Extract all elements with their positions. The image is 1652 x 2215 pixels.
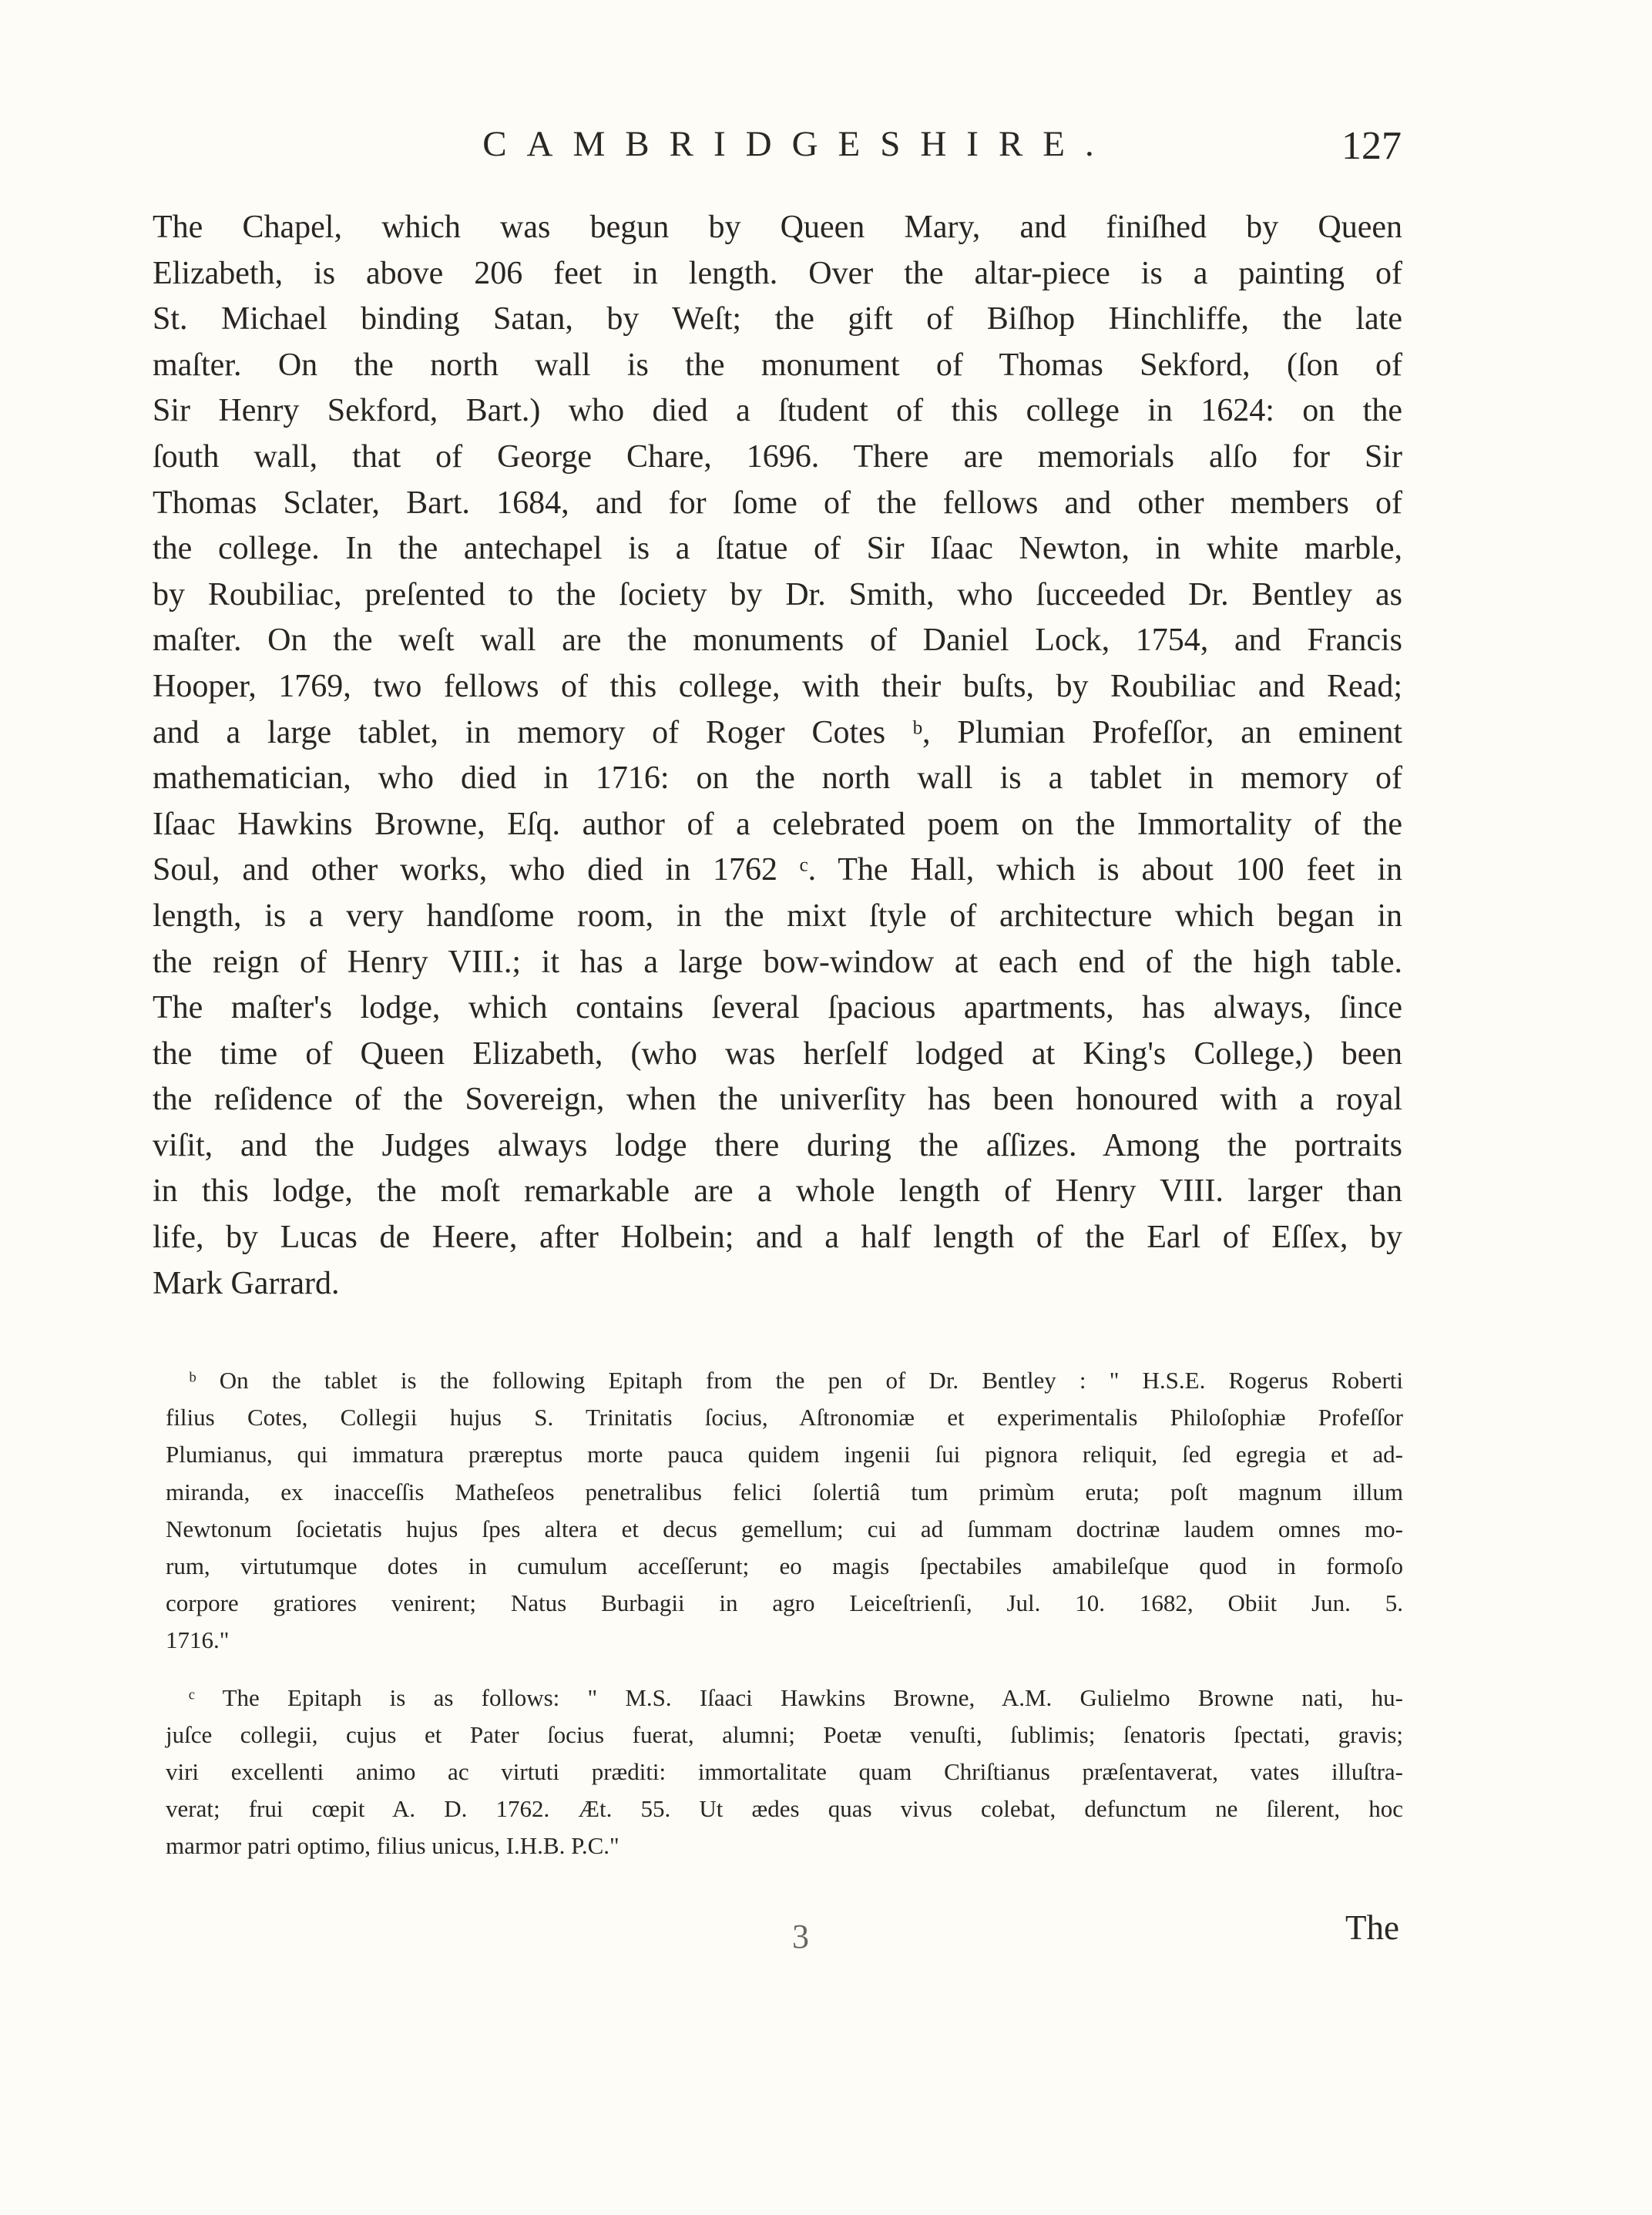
signature-mark: 3 [792, 1918, 809, 1955]
footnote-line: ᶜ The Epitaph is as follows: " M.S. Iſaaci Hawkins Browne, A.M. Gulielmo Browne nati, hu- [189, 1683, 1403, 1711]
body-line: The maſter's lodge, which contains ſeveral ſpacious apartments, has always, ſince [153, 990, 1402, 1026]
footnote-line: viri excellenti animo ac virtuti præditi: immortalitate quam Chriſtianus præſentaverat, vates illuſtra- [166, 1757, 1403, 1785]
body-line: Iſaac Hawkins Browne, Eſq. author of a celebrated poem on the Immortality of the [153, 806, 1402, 842]
footnote-gap [166, 1660, 1403, 1680]
body-line: maſter. On the weſt wall are the monuments of Daniel Lock, 1754, and Francis [153, 623, 1402, 659]
footnote-line: ᵇ On the tablet is the following Epitaph from the pen of Dr. Bentley : " H.S.E. Rogerus Roberti [189, 1367, 1403, 1394]
body-line: in this lodge, the moſt remarkable are a whole length of Henry VIII. larger than [153, 1173, 1402, 1210]
body-line: Thomas Sclater, Bart. 1684, and for ſome of the fellows and other members of [153, 485, 1402, 521]
body-line: the reſidence of the Sovereign, when the univerſity has been honoured with a royal [153, 1082, 1402, 1118]
body-line: Soul, and other works, who died in 1762 ᶜ. The Hall, which is about 100 feet in [153, 852, 1402, 888]
body-line: Hooper, 1769, two fellows of this college, with their buſts, by Roubiliac and Read; [153, 668, 1402, 704]
body-line: mathematician, who died in 1716: on the north wall is a tablet in memory of [153, 760, 1402, 797]
catchword: The [1345, 1908, 1399, 1947]
body-line: ſouth wall, that of George Chare, 1696. There are memorials alſo for Sir [153, 438, 1402, 475]
body-line: viſit, and the Judges always lodge there during the aſſizes. Among the portraits [153, 1127, 1402, 1163]
footnotes [166, 1362, 1403, 1864]
page-number: 127 [1341, 124, 1402, 168]
main-paragraph [153, 205, 1402, 1307]
footnote-line: juſce collegii, cujus et Pater ſocius fuerat, alumni; Poetæ venuſti, ſublimis; ſenatoris ſpectati, gravis; [166, 1720, 1403, 1748]
footnote-line: rum, virtutumque dotes in cumulum acceſſerunt; eo magis ſpectabiles amabileſque quod in formoſo [166, 1552, 1403, 1579]
body-line: the time of Queen Elizabeth, (who was herſelf lodged at King's College,) been [153, 1035, 1402, 1072]
body-line: Sir Henry Sekford, Bart.) who died a ſtudent of this college in 1624: on the [153, 393, 1402, 429]
running-head: CAMBRIDGESHIRE. [482, 124, 1114, 164]
footnote-line: corpore gratiores venirent; Natus Burbagii in agro Leiceſtrienſi, Jul. 10. 1682, Obiit Jun. 5. [166, 1589, 1403, 1617]
body-line: The Chapel, which was begun by Queen Mary, and finiſhed by Queen [153, 210, 1402, 245]
body-line: St. Michael binding Satan, by Weſt; the gift of Biſhop Hinchliffe, the late [153, 301, 1402, 337]
footnote-line: 1716." [166, 1626, 230, 1654]
footnote-b [166, 1362, 1403, 1660]
body-line: and a large tablet, in memory of Roger Cotes ᵇ, Plumian Profeſſor, an eminent [153, 714, 1402, 750]
footnote-line: filius Cotes, Collegii hujus S. Trinitatis ſocius, Aſtronomiæ et experimentalis Philoſophiæ Profeſſor [166, 1404, 1403, 1431]
footnote-line: verat; frui cœpit A. D. 1762. Æt. 55. Ut ædes quas vivus colebat, defunctum ne ſilerent, hoc [166, 1795, 1403, 1823]
body-line: the reign of Henry VIII.; it has a large bow-window at each end of the high table. [153, 944, 1402, 980]
footnote-c [166, 1680, 1403, 1865]
footnote-line: marmor patri optimo, filius unicus, I.H.B. P.C." [166, 1832, 620, 1860]
footnote-line: miranda, ex inacceſſis Matheſeos penetralibus felici ſolertiâ tum primùm eruta; poſt magnum illum [166, 1478, 1403, 1505]
body-line: Mark Garrard. [153, 1265, 340, 1301]
body-line: maſter. On the north wall is the monument of Thomas Sekford, (ſon of [153, 347, 1402, 383]
body-line: life, by Lucas de Heere, after Holbein; and a half length of the Earl of Eſſex, by [153, 1220, 1402, 1256]
footnote-line: Newtonum ſocietatis hujus ſpes altera et decus gemellum; cui ad ſummam doctrinæ laudem omnes mo- [166, 1515, 1403, 1542]
body-line: length, is a very handſome room, in the mixt ſtyle of architecture which began in [153, 898, 1402, 934]
body-line: the college. In the antechapel is a ſtatue of Sir Iſaac Newton, in white marble, [153, 531, 1402, 567]
body-line: Elizabeth, is above 206 feet in length. Over the altar-piece is a painting of [153, 255, 1402, 291]
footnote-line: Plumianus, qui immatura præreptus morte pauca quidem ingenii ſui pignora reliquit, ſed egregia et ad- [166, 1441, 1403, 1468]
body-line: by Roubiliac, preſented to the ſociety by Dr. Smith, who ſucceeded Dr. Bentley as [153, 576, 1402, 612]
